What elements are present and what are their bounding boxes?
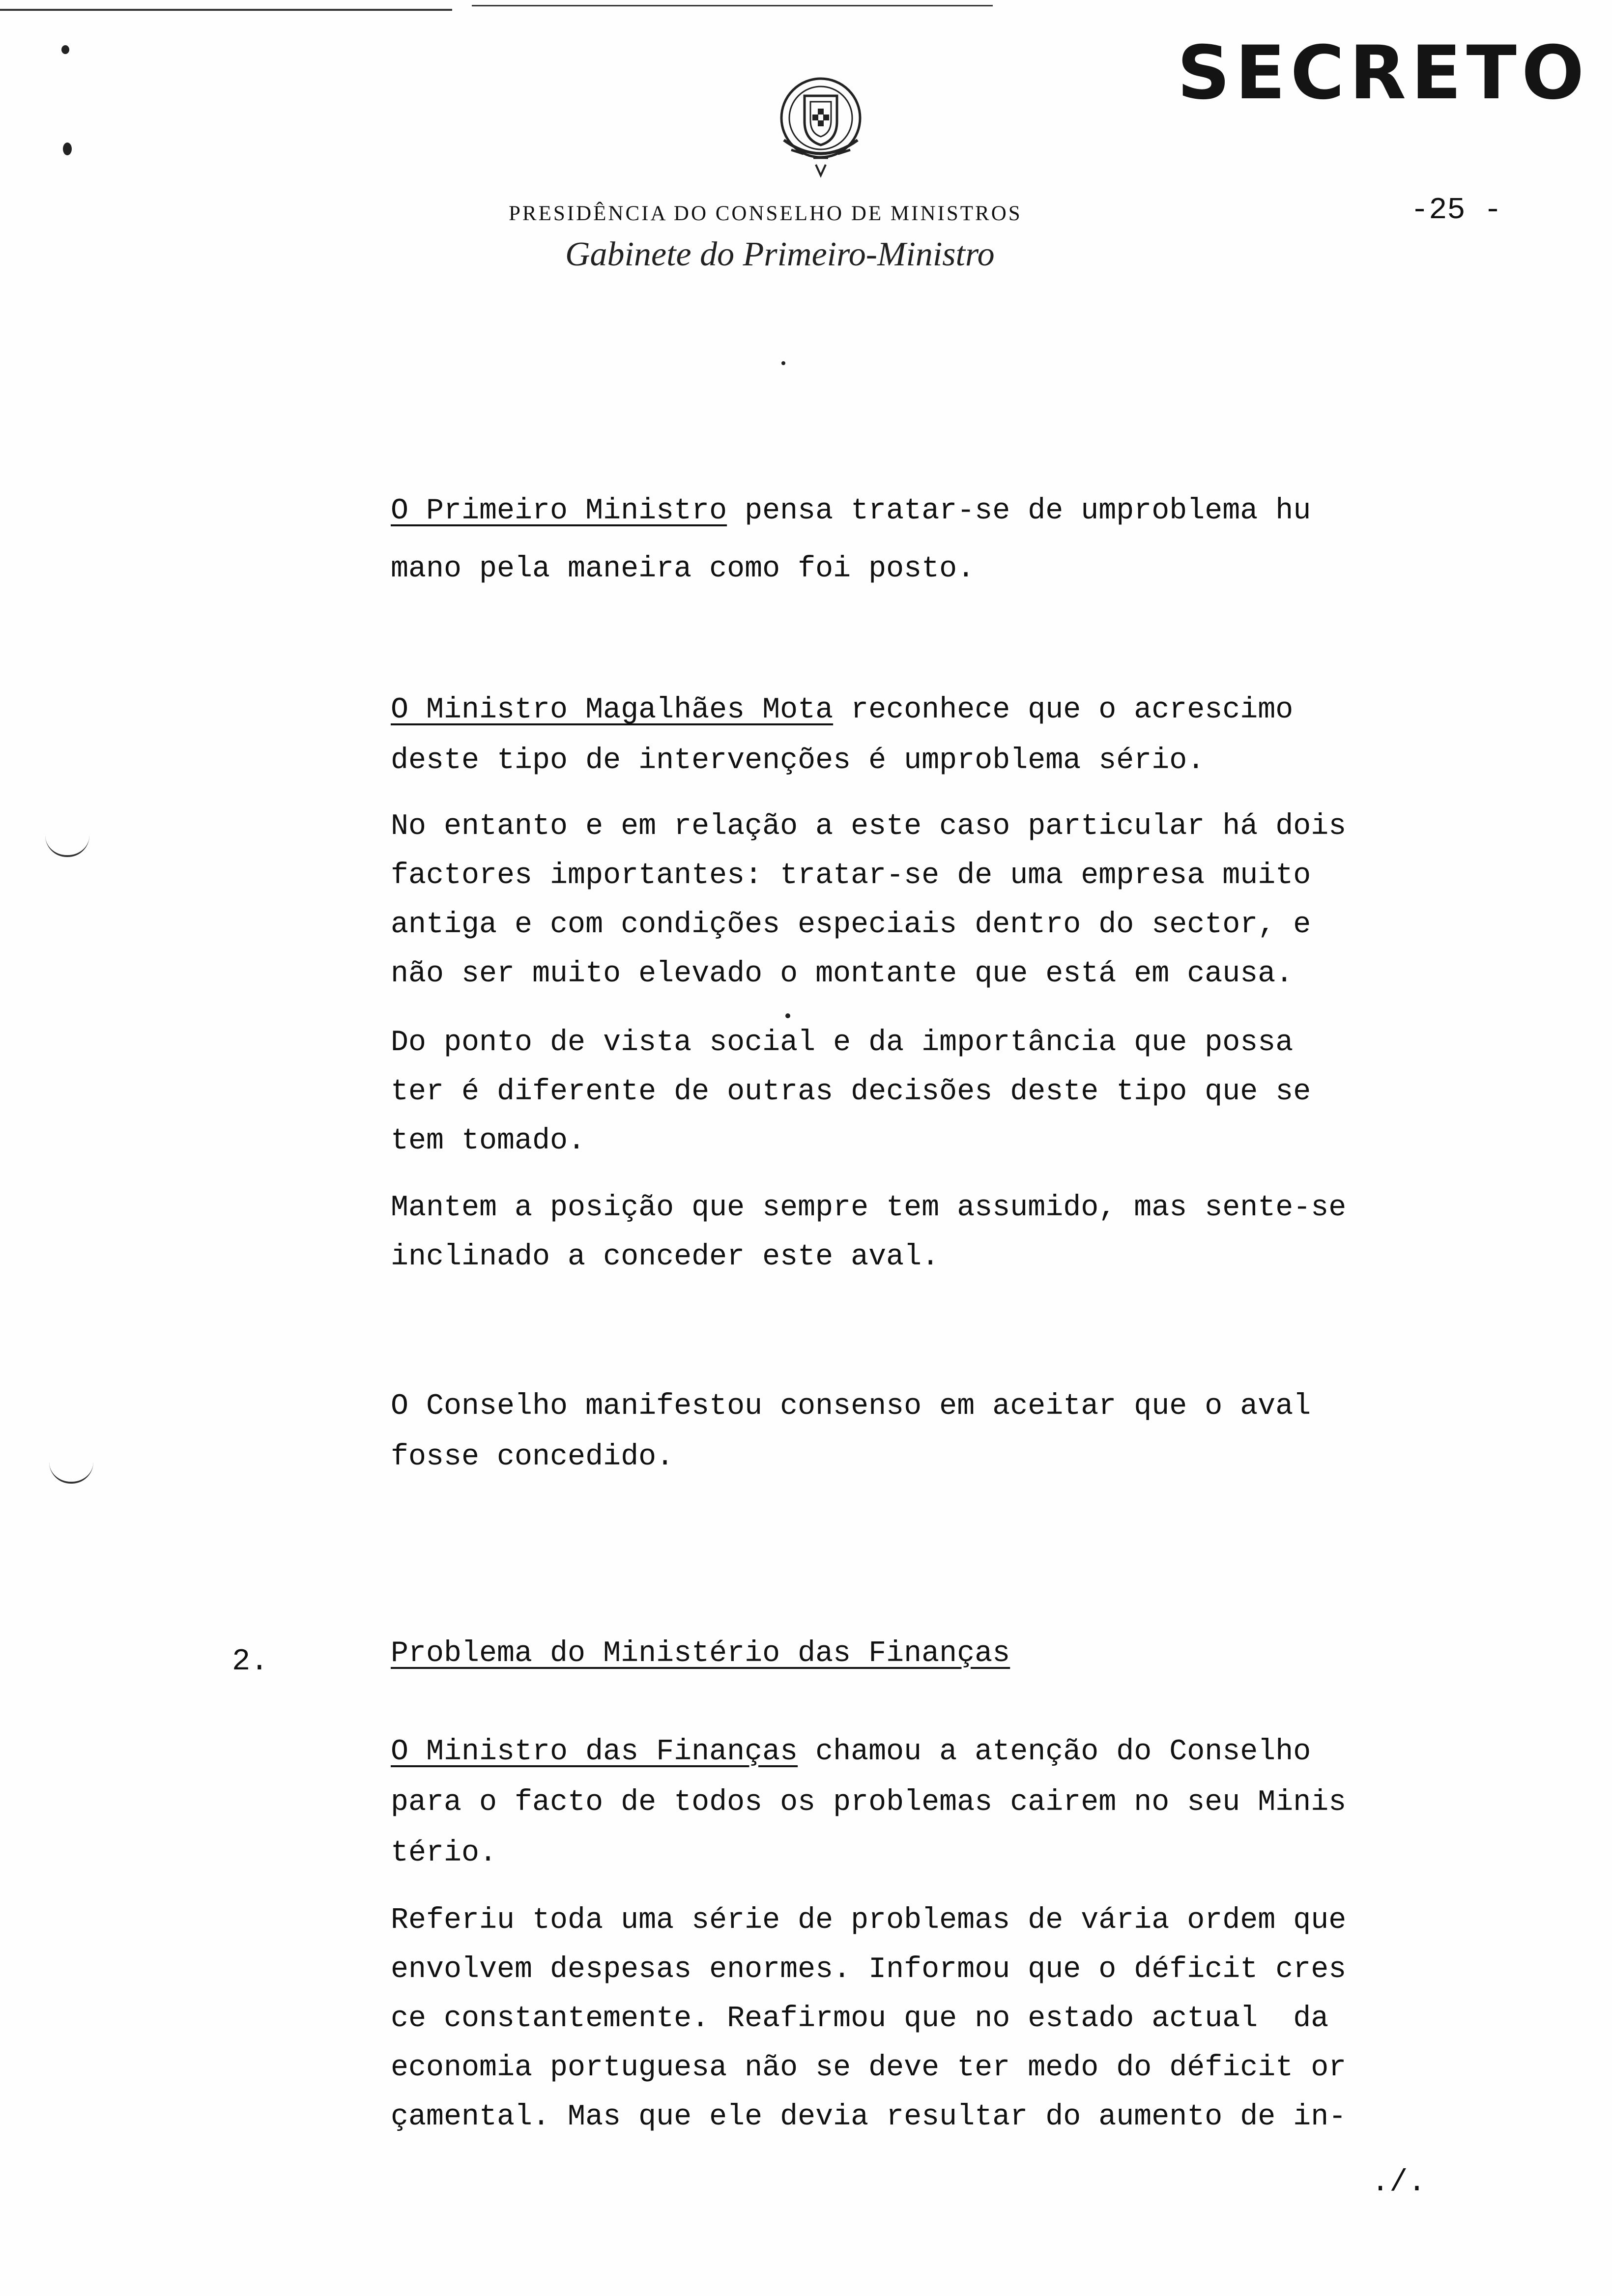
institution-name: PRESIDÊNCIA DO CONSELHO DE MINISTROS bbox=[509, 202, 1022, 225]
top-edge-line bbox=[472, 5, 993, 6]
page-number: -25 - bbox=[1410, 193, 1502, 228]
paragraph-line: fosse concedido. bbox=[391, 1440, 674, 1474]
paragraph-line: O Ministro Magalhães Mota reconhece que o acrescimo bbox=[391, 693, 1294, 727]
section-title: Problema do Ministério das Finanças bbox=[391, 1637, 1010, 1670]
section-number: 2. bbox=[232, 1644, 269, 1679]
margin-mark bbox=[45, 835, 89, 857]
paragraph-line: deste tipo de intervenções é umproblema sério. bbox=[391, 744, 1205, 777]
speaker-name: O Ministro Magalhães Mota bbox=[391, 693, 834, 727]
paragraph-line: ter é diferente de outras decisões deste tipo que se bbox=[391, 1075, 1311, 1109]
paragraph-line: O Primeiro Ministro pensa tratar-se de umproblema hu bbox=[391, 494, 1311, 528]
paragraph-line: antiga e com condições especiais dentro do sector, e bbox=[391, 908, 1311, 942]
paragraph-line: Mantem a posição que sempre tem assumido, mas sente-se bbox=[391, 1191, 1347, 1225]
paragraph-line: O Conselho manifestou consenso em aceitar que o aval bbox=[391, 1390, 1311, 1423]
paragraph-line: factores importantes: tratar-se de uma empresa muito bbox=[391, 859, 1311, 892]
paragraph-line: inclinado a conceder este aval. bbox=[391, 1240, 940, 1274]
paragraph-line: tério. bbox=[391, 1837, 497, 1870]
speaker-name: O Primeiro Ministro bbox=[391, 494, 727, 528]
paragraph-line: envolvem despesas enormes. Informou que o déficit cres bbox=[391, 1953, 1347, 1986]
paragraph-line: çamental. Mas que ele devia resultar do aumento de in- bbox=[391, 2100, 1347, 2134]
paragraph-line: tem tomado. bbox=[391, 1124, 586, 1158]
top-edge-line bbox=[0, 9, 452, 11]
margin-mark bbox=[49, 1462, 93, 1484]
margin-speck bbox=[63, 143, 72, 155]
paragraph-line: para o facto de todos os problemas cairem no seu Minis bbox=[391, 1786, 1347, 1819]
speaker-name: O Ministro das Finanças bbox=[391, 1735, 798, 1769]
margin-speck bbox=[781, 361, 785, 365]
margin-speck bbox=[785, 1013, 790, 1018]
paragraph-line: Referiu toda uma série de problemas de vária ordem que bbox=[391, 1904, 1347, 1937]
paragraph-line: não ser muito elevado o montante que está em causa. bbox=[391, 957, 1294, 991]
margin-speck bbox=[61, 45, 69, 54]
paragraph-line: O Ministro das Finanças chamou a atenção do Conselho bbox=[391, 1735, 1311, 1769]
paragraph-line: ce constantemente. Reafirmou que no estado actual da bbox=[391, 2002, 1329, 2036]
portuguese-coat-of-arms-icon bbox=[769, 66, 872, 179]
paragraph-line: Do ponto de vista social e da importância que possa bbox=[391, 1026, 1294, 1060]
continuation-mark: ./. bbox=[1371, 2165, 1426, 2200]
office-name: Gabinete do Primeiro-Ministro bbox=[565, 235, 995, 273]
paragraph-line: mano pela maneira como foi posto. bbox=[391, 552, 975, 586]
classification-stamp: SECRETO bbox=[1177, 30, 1589, 116]
paragraph-line: economia portuguesa não se deve ter medo do déficit or bbox=[391, 2051, 1347, 2085]
paragraph-line: No entanto e em relação a este caso particular há dois bbox=[391, 810, 1347, 843]
